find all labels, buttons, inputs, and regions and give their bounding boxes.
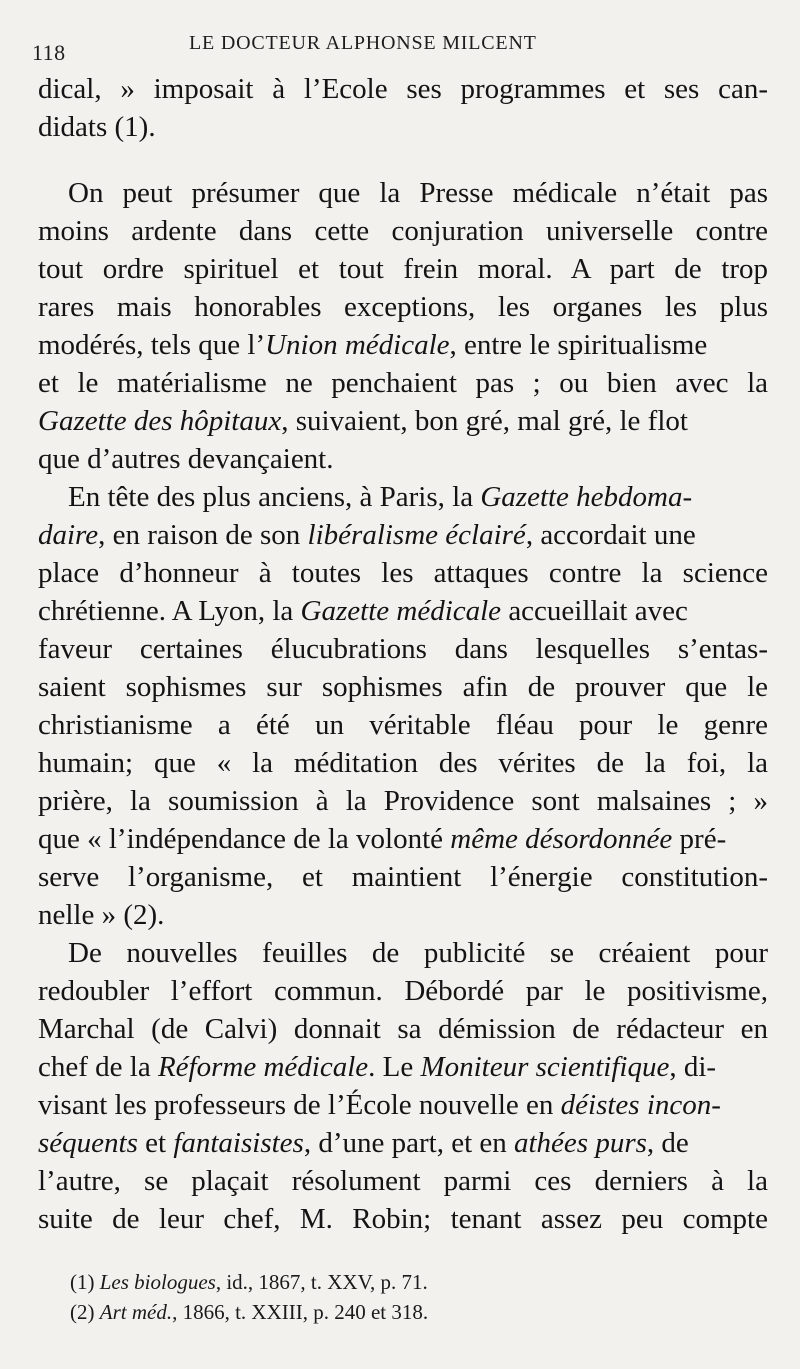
footnote-marker: (2)	[70, 1300, 95, 1324]
italic-phrase: séquents	[38, 1127, 138, 1159]
text-run: . Le	[368, 1051, 421, 1083]
text-run: , d’une part, et en	[303, 1127, 514, 1159]
text-line: tout ordre spirituel et tout frein moral. A part de trop	[38, 253, 768, 285]
italic-title: Moniteur scientifique	[420, 1051, 670, 1083]
footnote-marker: (1)	[70, 1270, 95, 1294]
text-run: que « l’indépendance de la volonté	[38, 823, 451, 855]
text-run: , de	[646, 1127, 689, 1159]
text-run: et	[137, 1127, 174, 1159]
text-run: , accordait une	[525, 519, 696, 551]
text-line: On peut présumer que la Presse médicale n’était pas	[68, 177, 768, 209]
text-line: rares mais honorables exceptions, les organes les plus	[38, 291, 768, 323]
footnote-source: Les biologues	[99, 1270, 216, 1294]
text-line: place d’honneur à toutes les attaques contre la science	[38, 557, 768, 589]
footnote-source: Art méd.	[99, 1300, 173, 1324]
footnote	[70, 1297, 760, 1327]
italic-phrase: déistes incon-	[560, 1089, 721, 1121]
text-line: Marchal (de Calvi) donnait sa démission de rédacteur en	[38, 1013, 768, 1045]
text-line: redoubler l’effort commun. Débordé par le positivisme,	[38, 975, 768, 1007]
italic-title: daire	[38, 519, 99, 551]
text-line: prière, la soumission à la Providence sont malsaines ; »	[38, 785, 768, 817]
text-line	[38, 478, 768, 516]
text-run: , entre le spiritualisme	[449, 329, 708, 361]
italic-phrase: même désordonnée	[450, 823, 673, 855]
text-line: christianisme a été un véritable fléau pour le genre	[38, 709, 768, 741]
text-line	[38, 1086, 768, 1124]
text-line	[38, 1048, 768, 1086]
header-title: LE DOCTEUR ALPHONSE MILCENT	[189, 32, 537, 54]
text-line: l’autre, se plaçait résolument parmi ces derniers à la	[38, 1165, 768, 1197]
text-line: serve l’organisme, et maintient l’énergie constitution-	[38, 861, 768, 893]
text-run: visant les professeurs de l’École nouvelle en	[38, 1089, 561, 1121]
text-run: , suivaient, bon gré, mal gré, le flot	[281, 405, 688, 437]
italic-title: Gazette médicale	[300, 595, 502, 627]
text-line: et le matérialisme ne penchaient pas ; ou bien avec la	[38, 367, 768, 399]
text-line	[38, 1124, 768, 1162]
text-run: chef de la	[38, 1051, 158, 1083]
running-head	[32, 26, 732, 66]
italic-title: Gazette des hôpitaux	[38, 405, 282, 437]
footnote-text: , 1866, t. XXIII, p. 240 et 318.	[172, 1300, 429, 1324]
text-line: De nouvelles feuilles de publicité se créaient pour	[68, 937, 768, 969]
text-line: humain; que « la méditation des vérites de la foi, la	[38, 747, 768, 779]
text-line	[38, 592, 768, 630]
text-line: nelle » (2).	[38, 899, 165, 931]
italic-phrase: libéralisme éclairé	[307, 519, 526, 551]
text-run: modérés, tels que l’	[38, 329, 266, 361]
text-run: pré-	[672, 823, 727, 855]
italic-title: Union médicale	[265, 329, 450, 361]
text-line: saient sophismes sur sophismes afin de prouver que le	[38, 671, 768, 703]
text-line: que d’autres devançaient.	[38, 443, 334, 475]
text-run: chrétienne. A Lyon, la	[38, 595, 301, 627]
footnote	[70, 1267, 760, 1297]
text-line: moins ardente dans cette conjuration universelle contre	[38, 215, 768, 247]
footnote-text: , id., 1867, t. XXV, p. 71.	[215, 1270, 428, 1294]
italic-phrase: fantaisistes	[173, 1127, 304, 1159]
text-run: En tête des plus anciens, à Paris, la	[68, 481, 481, 513]
italic-title: Gazette hebdoma-	[480, 481, 693, 513]
text-line: faveur certaines élucubrations dans lesquelles s’entas-	[38, 633, 768, 665]
text-run: accueillait avec	[501, 595, 688, 627]
italic-title: Réforme médicale	[157, 1051, 369, 1083]
text-run: , en raison de son	[98, 519, 308, 551]
text-line	[38, 326, 768, 364]
body-text	[38, 70, 768, 1238]
footnotes	[70, 1267, 760, 1327]
italic-phrase: athées purs	[514, 1127, 647, 1159]
text-line: didats (1).	[38, 111, 156, 143]
text-line: dical, » imposait à l’Ecole ses programmes et ses can-	[38, 73, 768, 105]
text-line	[38, 516, 768, 554]
text-line: suite de leur chef, M. Robin; tenant assez peu compte	[38, 1203, 768, 1235]
page-number: 118	[32, 40, 66, 65]
text-line	[38, 820, 768, 858]
text-line	[38, 402, 768, 440]
text-run: , di-	[669, 1051, 717, 1083]
